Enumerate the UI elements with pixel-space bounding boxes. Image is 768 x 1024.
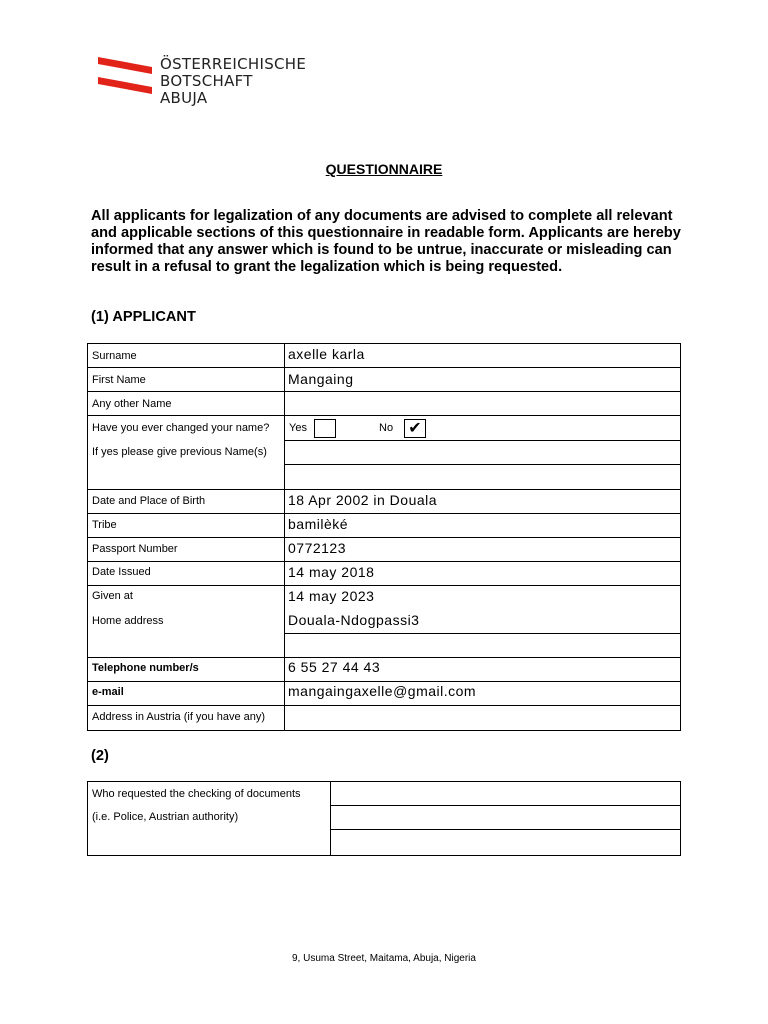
telephone-label: Telephone number/s bbox=[92, 662, 199, 674]
row-divider bbox=[88, 561, 680, 562]
section2-heading: (2) bbox=[91, 748, 109, 764]
date-issued-field[interactable]: 14 may 2018 bbox=[288, 564, 375, 580]
given-at-label: Given at bbox=[92, 590, 133, 602]
no-checkbox[interactable]: ✔ bbox=[404, 419, 426, 438]
applicant-form-table bbox=[87, 343, 681, 731]
row-divider bbox=[88, 489, 680, 490]
row-divider bbox=[88, 537, 680, 538]
row-divider bbox=[284, 440, 680, 441]
changed-name-label: Have you ever changed your name? bbox=[92, 422, 270, 434]
no-label: No bbox=[379, 422, 394, 434]
row-divider bbox=[88, 391, 680, 392]
austria-address-label: Address in Austria (if you have any) bbox=[92, 711, 266, 723]
row-divider bbox=[88, 415, 680, 416]
document-check-table bbox=[87, 781, 681, 856]
other-name-label: Any other Name bbox=[92, 398, 172, 410]
row-divider bbox=[88, 681, 680, 682]
column-divider bbox=[330, 782, 331, 855]
embassy-logo-flag-icon bbox=[96, 55, 156, 95]
yes-label: Yes bbox=[289, 422, 307, 434]
previous-names-label: If yes please give previous Name(s) bbox=[92, 446, 267, 458]
given-at-field[interactable]: 14 may 2023 bbox=[288, 588, 375, 604]
surname-label: Surname bbox=[92, 350, 137, 362]
tribe-label: Tribe bbox=[92, 519, 117, 531]
requested-by-field-1[interactable] bbox=[332, 782, 680, 804]
passport-field[interactable]: 0772123 bbox=[288, 540, 347, 556]
requested-by-label: Who requested the checking of documents bbox=[92, 788, 301, 800]
embassy-name-line2: BOTSCHAFT bbox=[160, 72, 253, 90]
email-label: e-mail bbox=[92, 686, 124, 698]
email-field[interactable]: mangaingaxelle@gmail.com bbox=[288, 683, 477, 699]
birth-label: Date and Place of Birth bbox=[92, 495, 206, 507]
first-name-field[interactable]: Mangaing bbox=[288, 371, 354, 387]
embassy-name-line1: ÖSTERREICHISCHE bbox=[160, 55, 307, 73]
document-title: QUESTIONNAIRE bbox=[325, 161, 443, 177]
intro-paragraph: All applicants for legalization of any documents are advised to complete all relevant and applicable sections of this questionnaire in readable form. Applicants are hereby informed that any answer which is found to be untrue, inaccurate or misleading can result in a refusal to grant the legalization which is being requested. bbox=[91, 208, 681, 275]
row-divider bbox=[284, 464, 680, 465]
home-address-field[interactable]: Douala-Ndogpassi3 bbox=[288, 612, 420, 628]
row-divider bbox=[88, 657, 680, 658]
requested-by-field-2[interactable] bbox=[332, 806, 680, 828]
tribe-field[interactable]: bamilèké bbox=[288, 516, 349, 532]
row-divider bbox=[88, 513, 680, 514]
passport-label: Passport Number bbox=[92, 543, 178, 555]
requested-by-field-3[interactable] bbox=[332, 830, 680, 852]
home-address-label: Home address bbox=[92, 615, 164, 627]
row-divider bbox=[88, 367, 680, 368]
requested-by-example: (i.e. Police, Austrian authority) bbox=[92, 811, 239, 823]
telephone-field[interactable]: 6 55 27 44 43 bbox=[288, 659, 381, 675]
embassy-name-line3: ABUJA bbox=[160, 89, 208, 107]
applicant-section-heading: (1) APPLICANT bbox=[91, 309, 196, 325]
footer-address: 9, Usuma Street, Maitama, Abuja, Nigeria bbox=[292, 953, 476, 964]
row-divider bbox=[284, 633, 680, 634]
row-divider bbox=[88, 705, 680, 706]
embassy-name bbox=[160, 56, 306, 107]
first-name-label: First Name bbox=[92, 374, 146, 386]
birth-field[interactable]: 18 Apr 2002 in Douala bbox=[288, 492, 438, 508]
row-divider bbox=[88, 585, 680, 586]
yes-checkbox[interactable] bbox=[314, 419, 336, 438]
surname-field[interactable]: axelle karla bbox=[288, 346, 365, 362]
date-issued-label: Date Issued bbox=[92, 566, 151, 578]
